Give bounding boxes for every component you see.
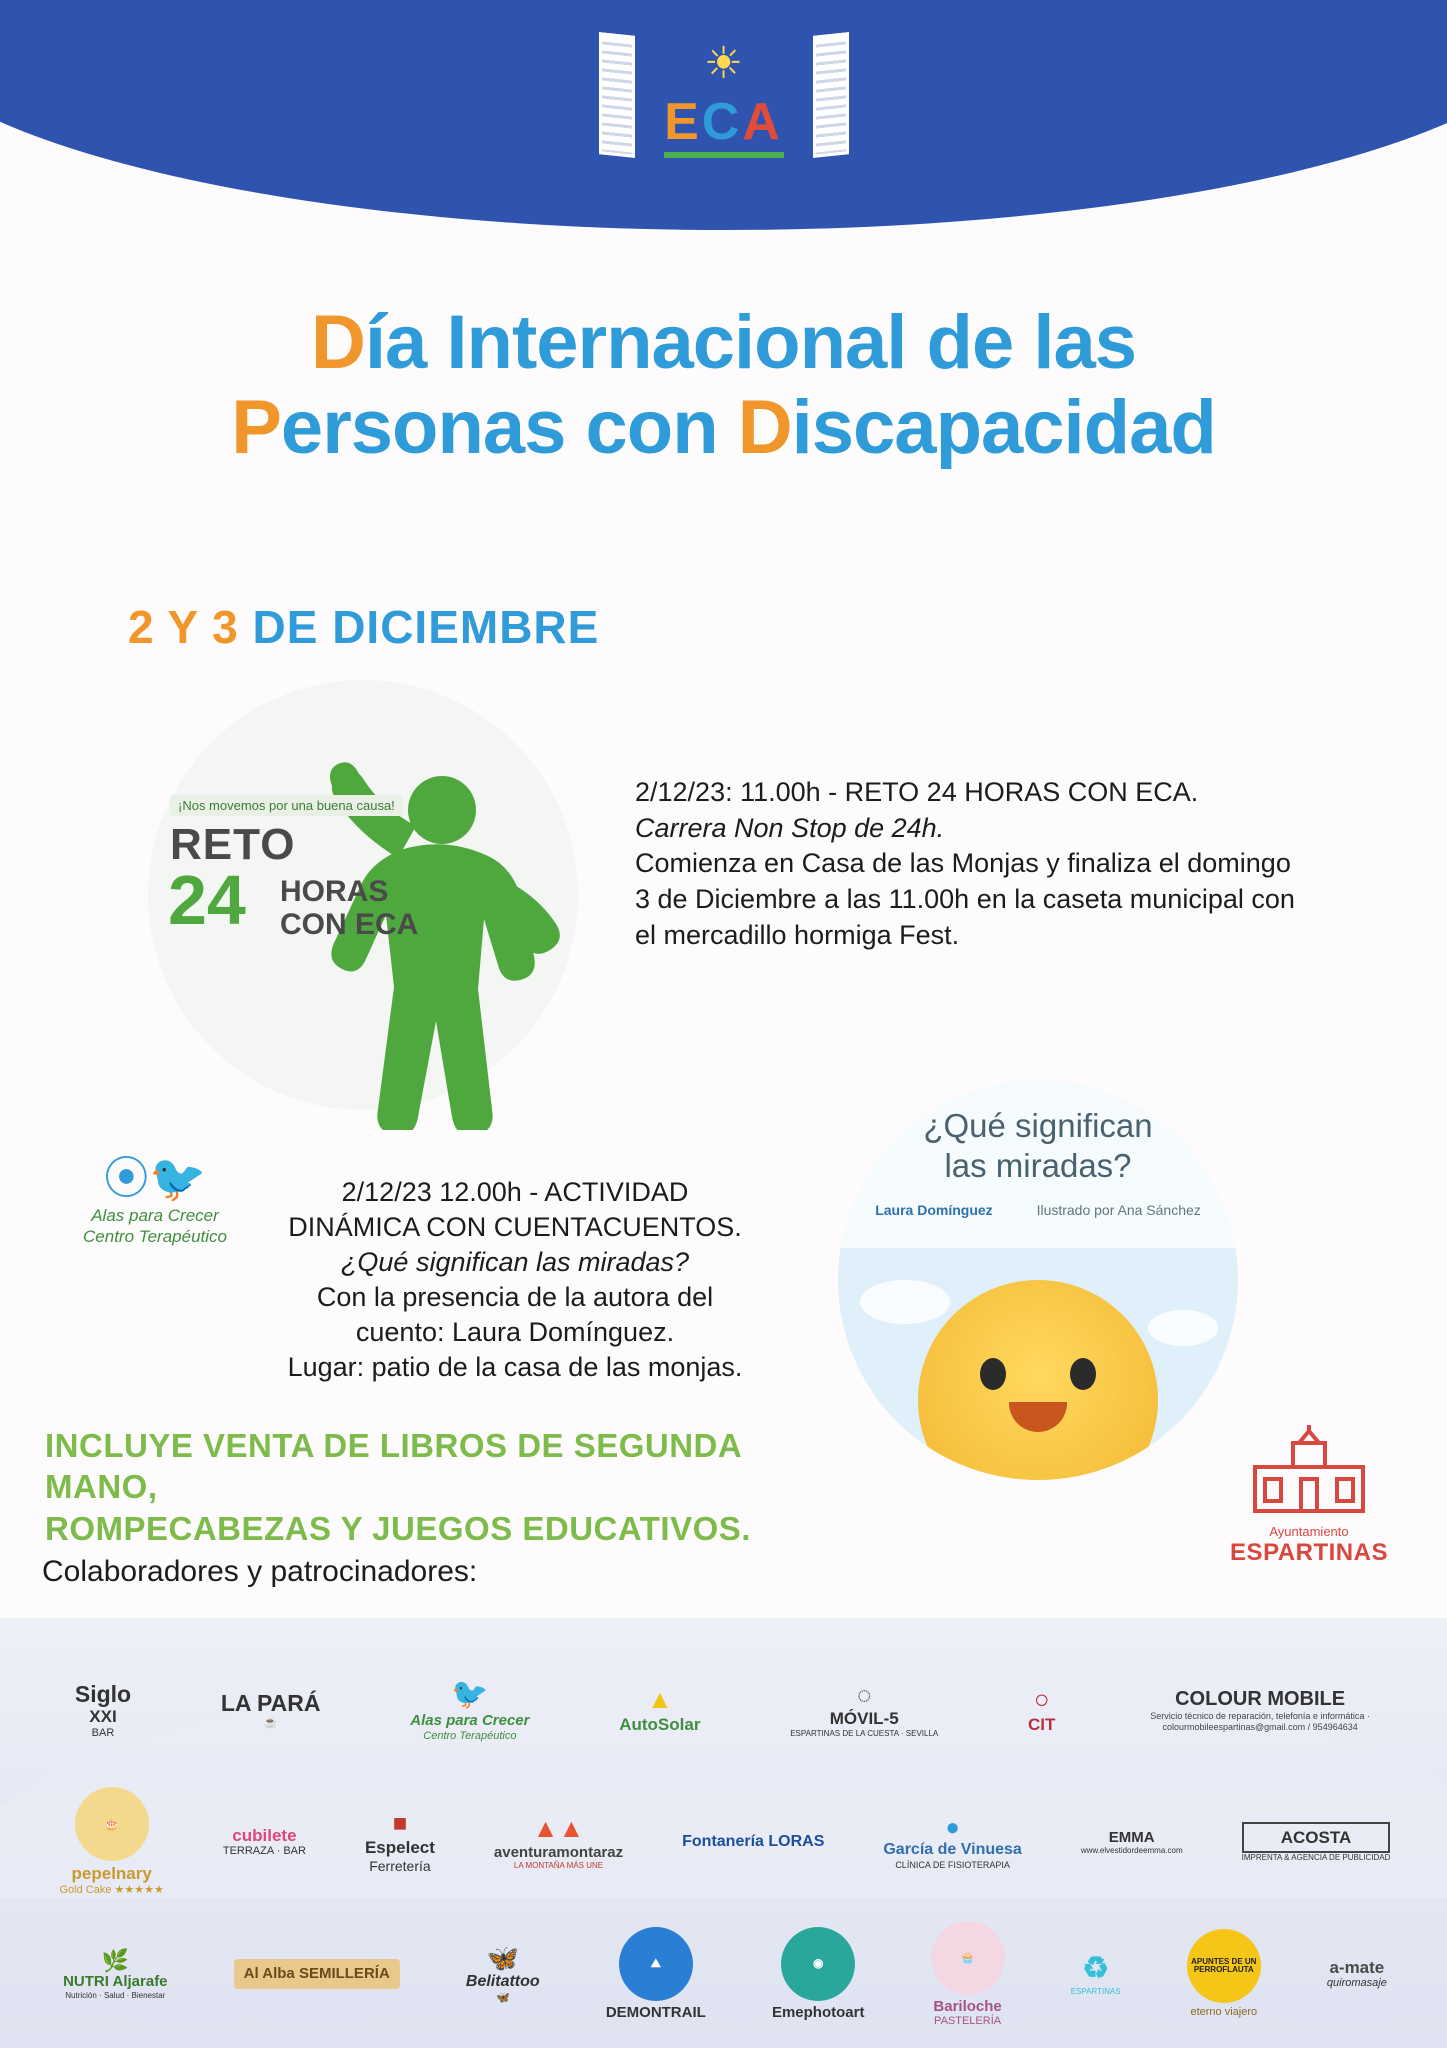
collaborators-logo-grid: [30, 1648, 1420, 2036]
eca-letter-a: A: [742, 93, 783, 151]
reto-con-eca: CON ECA: [280, 908, 419, 941]
logo-item[interactable]: [678, 1831, 828, 1853]
reto-description-strong: 2/12/23: 11.00h - RETO 24 HORAS CON ECA.: [635, 777, 1199, 807]
green-note: [45, 1425, 835, 1549]
logo-sm: ESPARTINAS DE LA CUESTA · SEVILLA: [790, 1728, 939, 1738]
page-title: [0, 300, 1447, 470]
coffee-cup-icon: ☕: [263, 1716, 278, 1729]
logo-mid: aventuramontaraz: [493, 1843, 624, 1861]
reto-word: RETO: [170, 820, 296, 869]
logo-sm: Ferretería: [369, 1857, 431, 1874]
logo-item[interactable]: [230, 1957, 404, 1990]
logo-row: [30, 1912, 1420, 2036]
mountain-circle-icon: ⛰: [619, 1927, 693, 2001]
logo-item[interactable]: [1077, 1827, 1187, 1857]
physio-icon: ●: [945, 1813, 960, 1841]
recycle-icon: ♻: [1082, 1952, 1110, 1986]
logo-mid: EMMA: [1108, 1828, 1155, 1846]
mountain-icon: ▲▲: [532, 1812, 585, 1843]
cuento-line-4: Con la presencia de la autora del: [316, 1282, 714, 1313]
sun-icon: ☀: [703, 39, 744, 88]
bearded-man-icon: [1187, 1929, 1261, 2003]
book-title-line2: las miradas?: [944, 1146, 1132, 1184]
logo-mid: Belitattoo: [465, 1973, 540, 1991]
logo-item[interactable]: [768, 1925, 869, 2023]
reto-number: 24: [168, 861, 246, 939]
cuento-line-2: DINÁMICA CON CUENTACUENTOS.: [288, 1212, 742, 1243]
logo-mid: NUTRI Aljarafe: [63, 1973, 168, 1991]
book-credits: [838, 1202, 1238, 1218]
cuento-line-3: ¿Qué significan las miradas?: [340, 1247, 690, 1278]
logo-item[interactable]: [59, 1946, 171, 2002]
title-line-2-mid: ersonas con: [280, 385, 738, 471]
logo-mid: Alas para Crecer: [410, 1712, 530, 1730]
logo-item[interactable]: [56, 1785, 168, 1898]
logo-mid: CIT: [1027, 1715, 1056, 1735]
eca-letter-e: E: [664, 93, 702, 151]
alas-name-line2: Centro Terapéutico: [83, 1227, 227, 1247]
logo-mid: AutoSolar: [619, 1715, 701, 1735]
alas-name-line1: Alas para Crecer: [91, 1206, 219, 1225]
logo-item[interactable]: [879, 1812, 1025, 1872]
logo-item[interactable]: [927, 1919, 1009, 2030]
window-frame-icon: [599, 34, 849, 164]
eca-letters: [664, 92, 783, 152]
shutter-right-icon: [813, 32, 849, 158]
book-author: Laura Domínguez: [875, 1202, 993, 1218]
logo-mid: Espelect: [364, 1837, 435, 1857]
cuentacuentos-description: [215, 1175, 815, 1386]
logo-item[interactable]: [602, 1925, 710, 2023]
town-hall-icon: [1249, 1425, 1369, 1515]
logo-mid: COLOUR MOBILE: [1175, 1688, 1346, 1711]
event-dates-numbers: 2 Y 3: [128, 601, 239, 653]
book-illustrator: Ilustrado por Ana Sánchez: [1036, 1202, 1201, 1218]
logo-mid: Emephotoart: [771, 2003, 865, 2021]
logo-sm: PASTELERÍA: [934, 2014, 1002, 2027]
logo-sm: ESPARTINAS: [1070, 1986, 1121, 1996]
opel-icon: ◌: [857, 1681, 872, 1709]
logo-mid: pepelnary: [71, 1864, 152, 1884]
title-line-2-initial-2: D: [737, 385, 792, 471]
collaborators-heading: Colaboradores y patrocinadores:: [42, 1555, 478, 1588]
logo-item[interactable]: [1067, 1950, 1125, 1998]
ayuntamiento-name: ESPARTINAS: [1230, 1539, 1388, 1566]
title-line-2: [0, 385, 1447, 470]
cake-icon: 🎂: [75, 1787, 149, 1861]
solar-icon: ▲: [646, 1684, 673, 1715]
book-cover-image: [838, 1080, 1238, 1480]
logo-row: [30, 1780, 1420, 1904]
smiling-sun-icon: [918, 1280, 1158, 1480]
reto-horas: HORAS: [280, 875, 389, 908]
logo-mid: Bariloche: [933, 1997, 1002, 2015]
logo-sm: TERRAZA · BAR: [222, 1845, 306, 1858]
logo-item[interactable]: [217, 1688, 325, 1731]
logo-item[interactable]: [615, 1683, 704, 1736]
logo-mid: García de Vinuesa: [883, 1841, 1022, 1859]
logo-sm: CLÍNICA DE FISIOTERAPIA: [895, 1859, 1010, 1870]
logo-sm: IMPRENTA & AGENCIA DE PUBLICIDAD: [1241, 1853, 1391, 1863]
leaf-icon: 🌿: [101, 1948, 129, 1974]
bird-icon: ⦿🐦: [103, 1152, 207, 1204]
title-line-1: [0, 300, 1447, 385]
ayuntamiento-label: Ayuntamiento: [1269, 1524, 1349, 1539]
logo-mid: APUNTES DE UN PERROFLAUTA: [1191, 1956, 1257, 1975]
book-title-line1: ¿Qué significan: [923, 1107, 1153, 1144]
event-dates: [128, 600, 599, 654]
logo-mid: Fontanería LORAS: [682, 1832, 825, 1850]
camera-shutter-icon: ◉: [781, 1927, 855, 2001]
logo-sm: Servicio técnico de reparación, telefonía e informática · colourmobileespartinas@gmail.com / 954964634: [1150, 1711, 1370, 1732]
reto-description: [635, 775, 1295, 953]
sun-mouth-icon: [1009, 1402, 1067, 1432]
logo-sm: quiromasaje: [1326, 1977, 1387, 1990]
logo-sm: 🦋: [495, 1991, 510, 2004]
logo-sm: LA MONTAÑA MÁS UNE: [513, 1860, 604, 1870]
logo-item[interactable]: [462, 1942, 544, 2007]
cuento-line-5: cuento: Laura Domínguez.: [355, 1317, 675, 1348]
title-line-2-initial: P: [231, 385, 281, 471]
reto-24-logo: [150, 690, 590, 1130]
cloud-icon-1: [860, 1280, 950, 1324]
toolbox-icon: ■: [392, 1810, 408, 1838]
ayuntamiento-logo: [1219, 1425, 1399, 1567]
logo-sm: www.elvestidordeemma.com: [1080, 1846, 1183, 1856]
sun-eye-left-icon: [980, 1358, 1006, 1390]
logo-item[interactable]: [219, 1824, 310, 1860]
bird-icon: 🐦: [451, 1677, 489, 1711]
butterfly-icon: 🦋: [486, 1942, 519, 1973]
logo-item[interactable]: [786, 1680, 942, 1740]
logo-mid: ACOSTA: [1242, 1822, 1391, 1854]
logo-item[interactable]: [71, 1679, 135, 1742]
shutter-left-icon: [599, 32, 635, 158]
logo-item[interactable]: [406, 1676, 533, 1744]
logo-mid: MÓVIL-5: [829, 1709, 899, 1729]
logo-sm: eterno viajero: [1190, 2006, 1258, 2019]
title-line-1-initial: D: [311, 300, 365, 385]
reto-badge: ¡Nos movemos por una buena causa!: [170, 795, 403, 816]
logo-big: LA PARÁ: [220, 1690, 321, 1717]
reto-horas-label: [280, 875, 418, 941]
event-dates-month: DE DICIEMBRE: [238, 601, 600, 653]
logo-sm: BAR: [91, 1726, 115, 1739]
logo-item[interactable]: [1323, 1956, 1391, 1992]
logo-sm: Gold Cake ★★★★★: [59, 1883, 164, 1896]
logo-mid: cubilete: [232, 1825, 297, 1845]
logo-sm: Nutrición · Salud · Bienestar: [65, 1990, 166, 2000]
logo-item[interactable]: [1238, 1820, 1395, 1865]
logo-item[interactable]: [1141, 1686, 1379, 1734]
cuento-line-6: Lugar: patio de la casa de las monjas.: [287, 1352, 743, 1383]
cloud-icon-2: [1148, 1310, 1218, 1346]
green-note-line2: ROMPECABEZAS Y JUEGOS EDUCATIVOS.: [45, 1509, 751, 1547]
reto-description-body: Comienza en Casa de las Monjas y finaliza el domingo 3 de Diciembre a las 11.00h en la caseta municipal con el mercadillo hormiga Fest.: [635, 848, 1295, 950]
logo-item[interactable]: [1183, 1927, 1265, 2021]
circle-icon: ○: [1033, 1684, 1050, 1715]
title-line-1-rest: ía Internacional de las: [364, 300, 1136, 385]
eca-letter-c: C: [701, 93, 743, 151]
reto-description-italic: Carrera Non Stop de 24h.: [635, 812, 945, 843]
book-title: [838, 1106, 1238, 1185]
logo-mid: DEMONTRAIL: [605, 2003, 706, 2021]
logo-item[interactable]: [490, 1812, 627, 1872]
eca-underline: [664, 152, 784, 158]
eca-logo: [589, 28, 859, 168]
logo-mid: XXI: [89, 1707, 117, 1727]
green-note-line1: INCLUYE VENTA DE LIBROS DE SEGUNDA MANO,: [45, 1427, 741, 1506]
cupcake-icon: 🧁: [931, 1921, 1005, 1995]
title-line-2-rest: iscapacidad: [791, 385, 1216, 471]
logo-item[interactable]: [361, 1808, 439, 1875]
logo-row: [30, 1648, 1420, 1772]
logo-big: Siglo: [74, 1680, 132, 1707]
cuento-line-1: 2/12/23 12.00h - ACTIVIDAD: [341, 1177, 689, 1207]
sun-eye-right-icon: [1070, 1358, 1096, 1390]
logo-mid: Al Alba SEMILLERÍA: [234, 1959, 400, 1988]
logo-mid: a-mate: [1329, 1957, 1385, 1977]
logo-sm: Centro Terapéutico: [423, 1729, 517, 1742]
logo-item[interactable]: [1024, 1683, 1059, 1736]
